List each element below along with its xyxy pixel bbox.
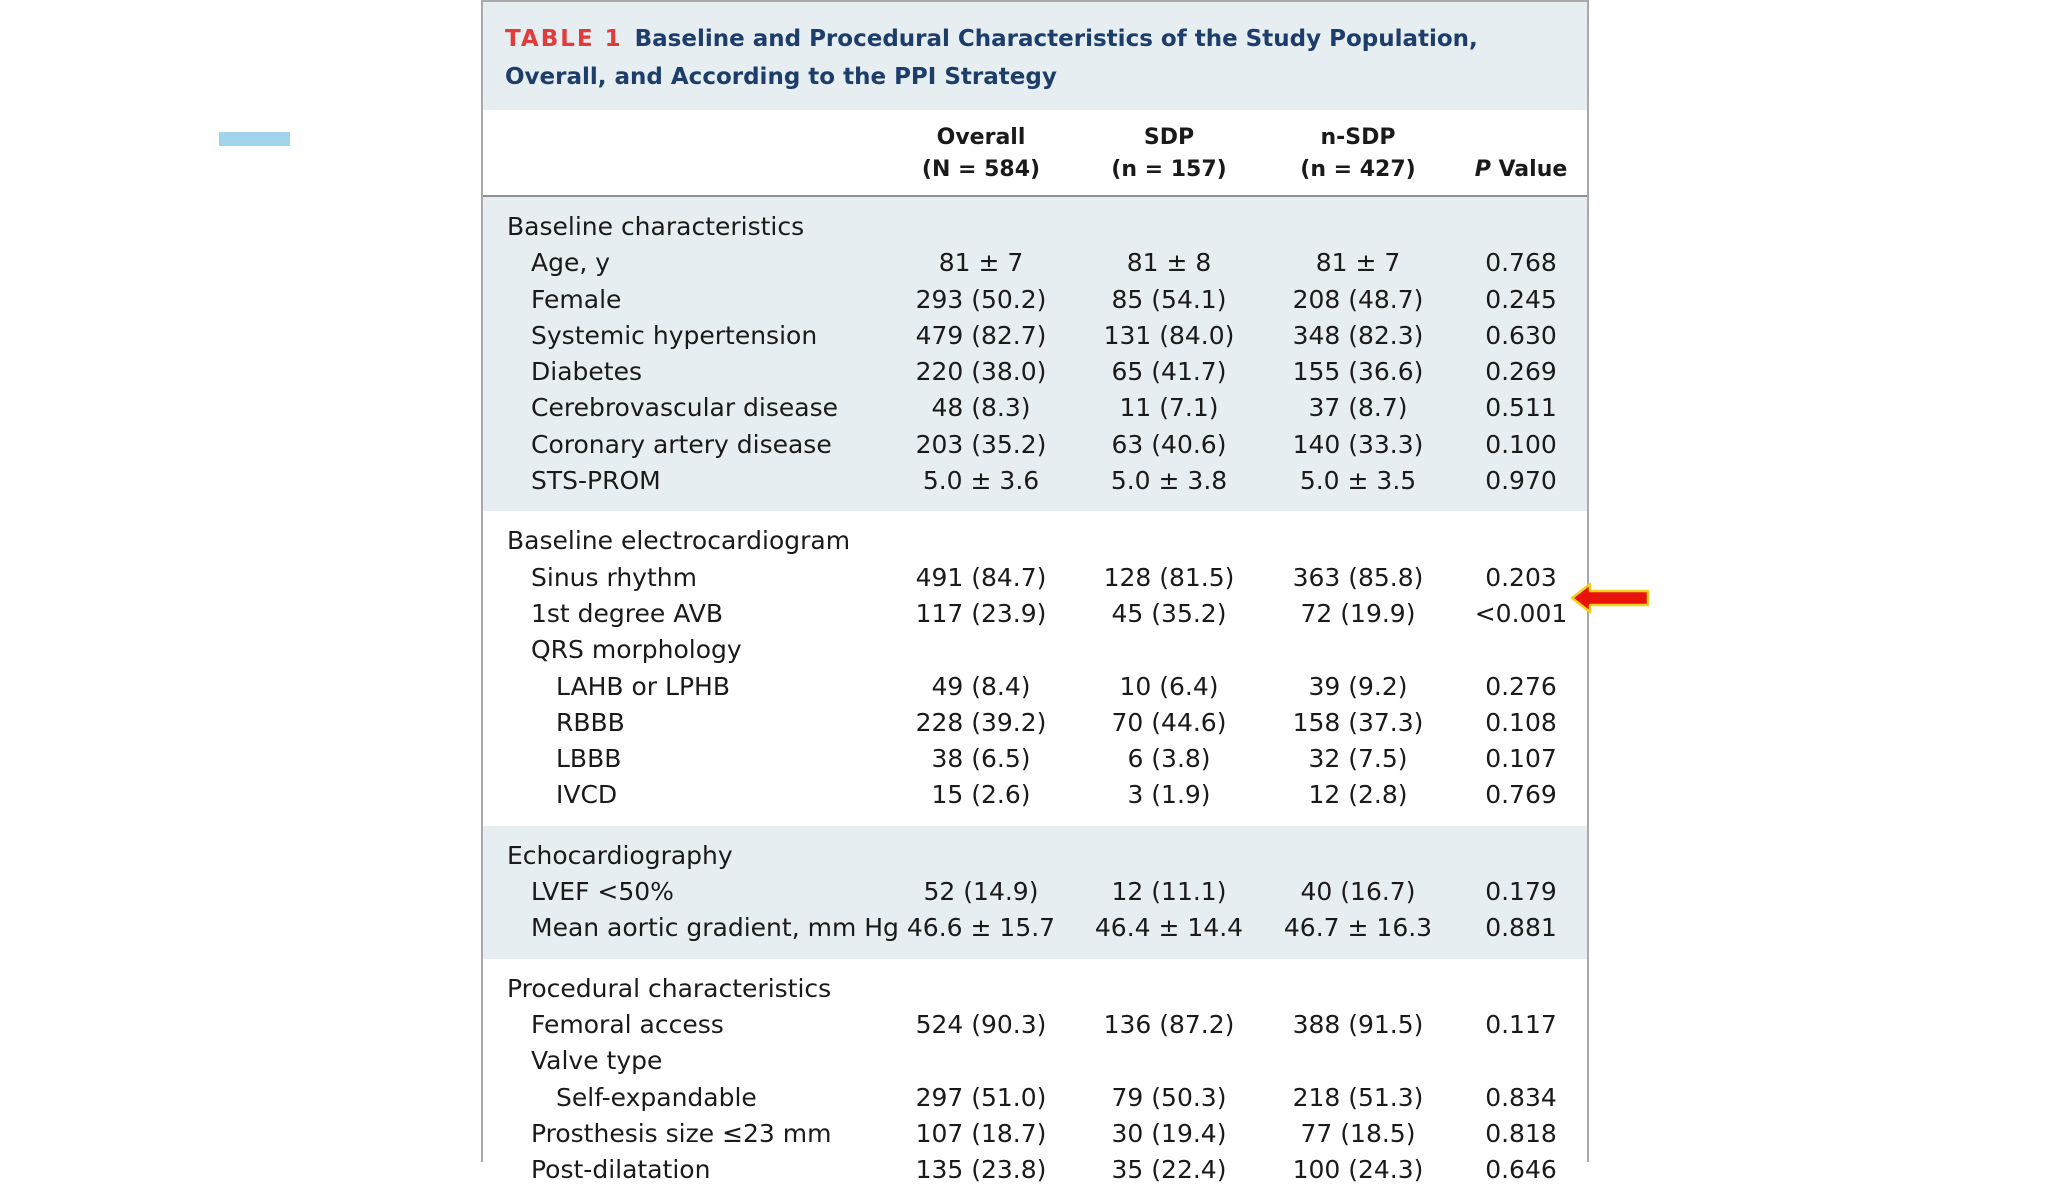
cell-overall: 49 (8.4) xyxy=(931,671,1031,701)
cell-sdp: 63 (40.6) xyxy=(1111,429,1227,459)
row-label: LBBB xyxy=(556,744,622,774)
cell-sdp: 10 (6.4) xyxy=(1119,671,1219,701)
cell-pvalue: 0.245 xyxy=(1485,284,1557,314)
cell-nsdp: 12 (2.8) xyxy=(1308,780,1408,810)
cell-nsdp: 348 (82.3) xyxy=(1292,320,1424,350)
row-label: IVCD xyxy=(556,780,618,810)
row-label: Prosthesis size ≤23 mm xyxy=(531,1118,832,1148)
cell-pvalue: 0.108 xyxy=(1485,707,1557,737)
cell-pvalue: 0.834 xyxy=(1485,1082,1557,1112)
cell-overall: 46.6 ± 15.7 xyxy=(906,913,1056,943)
cell-nsdp: 218 (51.3) xyxy=(1292,1082,1424,1112)
cell-pvalue: 0.646 xyxy=(1485,1155,1557,1185)
cell-overall: 297 (51.0) xyxy=(915,1082,1047,1112)
table-row xyxy=(483,1080,1587,1116)
cell-pvalue: <0.001 xyxy=(1474,598,1568,628)
row-label: Age, y xyxy=(531,248,611,278)
section-title: Baseline electrocardiogram xyxy=(507,526,851,556)
table-row xyxy=(483,354,1587,390)
table-body xyxy=(483,197,1587,1200)
row-label: Diabetes xyxy=(531,357,642,387)
cell-nsdp: 208 (48.7) xyxy=(1292,284,1424,314)
section-3 xyxy=(483,959,1587,1200)
table-1 xyxy=(481,0,1589,1185)
cell-nsdp: 39 (9.2) xyxy=(1308,671,1408,701)
cell-sdp: 6 (3.8) xyxy=(1127,744,1211,774)
cell-nsdp: 140 (33.3) xyxy=(1292,429,1424,459)
row-label: Mean aortic gradient, mm Hg xyxy=(531,913,899,943)
section-title: Procedural characteristics xyxy=(507,973,832,1003)
row-label: LVEF <50% xyxy=(531,877,674,907)
section-title-row xyxy=(483,209,1587,245)
cell-overall: 117 (23.9) xyxy=(915,598,1047,628)
row-label: Coronary artery disease xyxy=(531,429,832,459)
cell-pvalue: 0.100 xyxy=(1485,429,1557,459)
cell-sdp: 65 (41.7) xyxy=(1111,357,1227,387)
table-row xyxy=(483,705,1587,741)
table-row xyxy=(483,669,1587,705)
cell-pvalue: 0.818 xyxy=(1485,1118,1557,1148)
cell-sdp: 81 ± 8 xyxy=(1126,248,1212,278)
cell-sdp: 85 (54.1) xyxy=(1111,284,1227,314)
cell-nsdp: 72 (19.9) xyxy=(1300,598,1416,628)
row-label: STS-PROM xyxy=(531,466,661,496)
cell-nsdp: 81 ± 7 xyxy=(1315,248,1401,278)
cell-sdp: 11 (7.1) xyxy=(1119,393,1219,423)
cell-pvalue: 0.511 xyxy=(1485,393,1557,423)
table-title-text: Baseline and Procedural Characteristics of the Study Population, Overall, and According to the PPI Strategy xyxy=(505,26,1478,90)
cell-overall: 524 (90.3) xyxy=(915,1009,1047,1039)
cell-overall: 38 (6.5) xyxy=(931,744,1031,774)
cell-pvalue: 0.117 xyxy=(1485,1009,1557,1039)
table-row xyxy=(483,1116,1587,1152)
table-row xyxy=(483,245,1587,281)
cell-nsdp: 5.0 ± 3.5 xyxy=(1299,466,1417,496)
cell-pvalue: 0.203 xyxy=(1485,562,1557,592)
column-header-row xyxy=(483,110,1587,197)
row-label: 1st degree AVB xyxy=(531,598,723,628)
cell-overall: 15 (2.6) xyxy=(931,780,1031,810)
cell-sdp: 12 (11.1) xyxy=(1111,877,1227,907)
row-label: Valve type xyxy=(531,1046,663,1076)
row-label: Female xyxy=(531,284,622,314)
table-row xyxy=(483,1043,1587,1079)
cell-nsdp: 46.7 ± 16.3 xyxy=(1283,913,1433,943)
section-0 xyxy=(483,197,1587,511)
cell-pvalue: 0.970 xyxy=(1485,466,1557,496)
col-overall: Overall (N = 584) xyxy=(921,125,1041,182)
cell-sdp: 35 (22.4) xyxy=(1111,1155,1227,1185)
cell-nsdp: 363 (85.8) xyxy=(1292,562,1424,592)
section-title-row xyxy=(483,523,1587,559)
cell-sdp: 30 (19.4) xyxy=(1111,1118,1227,1148)
table-row xyxy=(483,741,1587,777)
table-row xyxy=(483,1152,1587,1188)
table-row xyxy=(483,777,1587,813)
cell-overall: 135 (23.8) xyxy=(915,1155,1047,1185)
row-label: LAHB or LPHB xyxy=(556,671,730,701)
cell-nsdp: 388 (91.5) xyxy=(1292,1009,1424,1039)
table-title xyxy=(505,20,1565,96)
row-label: Self-expandable xyxy=(556,1082,757,1112)
table-row xyxy=(483,560,1587,596)
cell-nsdp: 158 (37.3) xyxy=(1292,707,1424,737)
table-row xyxy=(483,318,1587,354)
cell-overall: 491 (84.7) xyxy=(915,562,1047,592)
table-row xyxy=(483,282,1587,318)
cell-overall: 5.0 ± 3.6 xyxy=(922,466,1040,496)
table-row xyxy=(483,874,1587,910)
cell-nsdp: 77 (18.5) xyxy=(1300,1118,1416,1148)
table-row xyxy=(483,632,1587,668)
table-row xyxy=(483,596,1587,632)
cell-pvalue: 0.269 xyxy=(1485,357,1557,387)
cell-sdp: 70 (44.6) xyxy=(1111,707,1227,737)
table-row xyxy=(483,463,1587,499)
cell-overall: 479 (82.7) xyxy=(915,320,1047,350)
table-label: TABLE 1 xyxy=(505,26,623,52)
cell-sdp: 128 (81.5) xyxy=(1103,562,1235,592)
row-label: Cerebrovascular disease xyxy=(531,393,839,423)
col-nsdp: n-SDP (n = 427) xyxy=(1300,125,1416,182)
cell-pvalue: 0.769 xyxy=(1485,780,1557,810)
arrow-left-icon xyxy=(1570,582,1650,614)
table-row xyxy=(483,427,1587,463)
col-pvalue: P Value xyxy=(1474,157,1568,182)
table-row xyxy=(483,390,1587,426)
section-title: Baseline characteristics xyxy=(507,212,805,241)
table-row xyxy=(483,910,1587,946)
cell-overall: 107 (18.7) xyxy=(915,1118,1047,1148)
row-label: QRS morphology xyxy=(531,635,742,665)
row-label: Systemic hypertension xyxy=(531,320,818,350)
section-1 xyxy=(483,511,1587,825)
cell-sdp: 5.0 ± 3.8 xyxy=(1110,466,1228,496)
cell-pvalue: 0.179 xyxy=(1485,877,1557,907)
cell-overall: 293 (50.2) xyxy=(915,284,1047,314)
table-header xyxy=(483,0,1587,110)
cell-nsdp: 32 (7.5) xyxy=(1308,744,1408,774)
cell-nsdp: 40 (16.7) xyxy=(1300,877,1416,907)
row-label: Post-dilatation xyxy=(531,1155,711,1185)
cell-nsdp: 100 (24.3) xyxy=(1292,1155,1424,1185)
cell-sdp: 136 (87.2) xyxy=(1103,1009,1235,1039)
cell-overall: 220 (38.0) xyxy=(915,357,1047,387)
cell-pvalue: 0.107 xyxy=(1485,744,1557,774)
cell-nsdp: 37 (8.7) xyxy=(1308,393,1408,423)
cell-sdp: 46.4 ± 14.4 xyxy=(1094,913,1244,943)
cell-pvalue: 0.881 xyxy=(1485,913,1557,943)
table-row xyxy=(483,1007,1587,1043)
row-label: RBBB xyxy=(556,707,625,737)
cell-overall: 203 (35.2) xyxy=(915,429,1047,459)
section-2 xyxy=(483,826,1587,959)
row-label: Sinus rhythm xyxy=(531,562,697,592)
cell-pvalue: 0.768 xyxy=(1485,248,1557,278)
cell-overall: 48 (8.3) xyxy=(931,393,1031,423)
col-sdp: SDP (n = 157) xyxy=(1111,125,1227,182)
accent-bar xyxy=(219,132,290,146)
row-label: Femoral access xyxy=(531,1009,724,1039)
section-title-row xyxy=(483,971,1587,1007)
section-title-row xyxy=(483,838,1587,874)
cell-pvalue: 0.630 xyxy=(1485,320,1557,350)
cell-overall: 81 ± 7 xyxy=(938,248,1024,278)
cell-sdp: 79 (50.3) xyxy=(1111,1082,1227,1112)
cell-pvalue: 0.276 xyxy=(1485,671,1557,701)
cell-sdp: 131 (84.0) xyxy=(1103,320,1235,350)
cell-sdp: 45 (35.2) xyxy=(1111,598,1227,628)
cell-overall: 52 (14.9) xyxy=(923,877,1039,907)
cell-overall: 228 (39.2) xyxy=(915,707,1047,737)
section-title: Echocardiography xyxy=(507,840,733,870)
cell-sdp: 3 (1.9) xyxy=(1127,780,1211,810)
cell-nsdp: 155 (36.6) xyxy=(1292,357,1424,387)
